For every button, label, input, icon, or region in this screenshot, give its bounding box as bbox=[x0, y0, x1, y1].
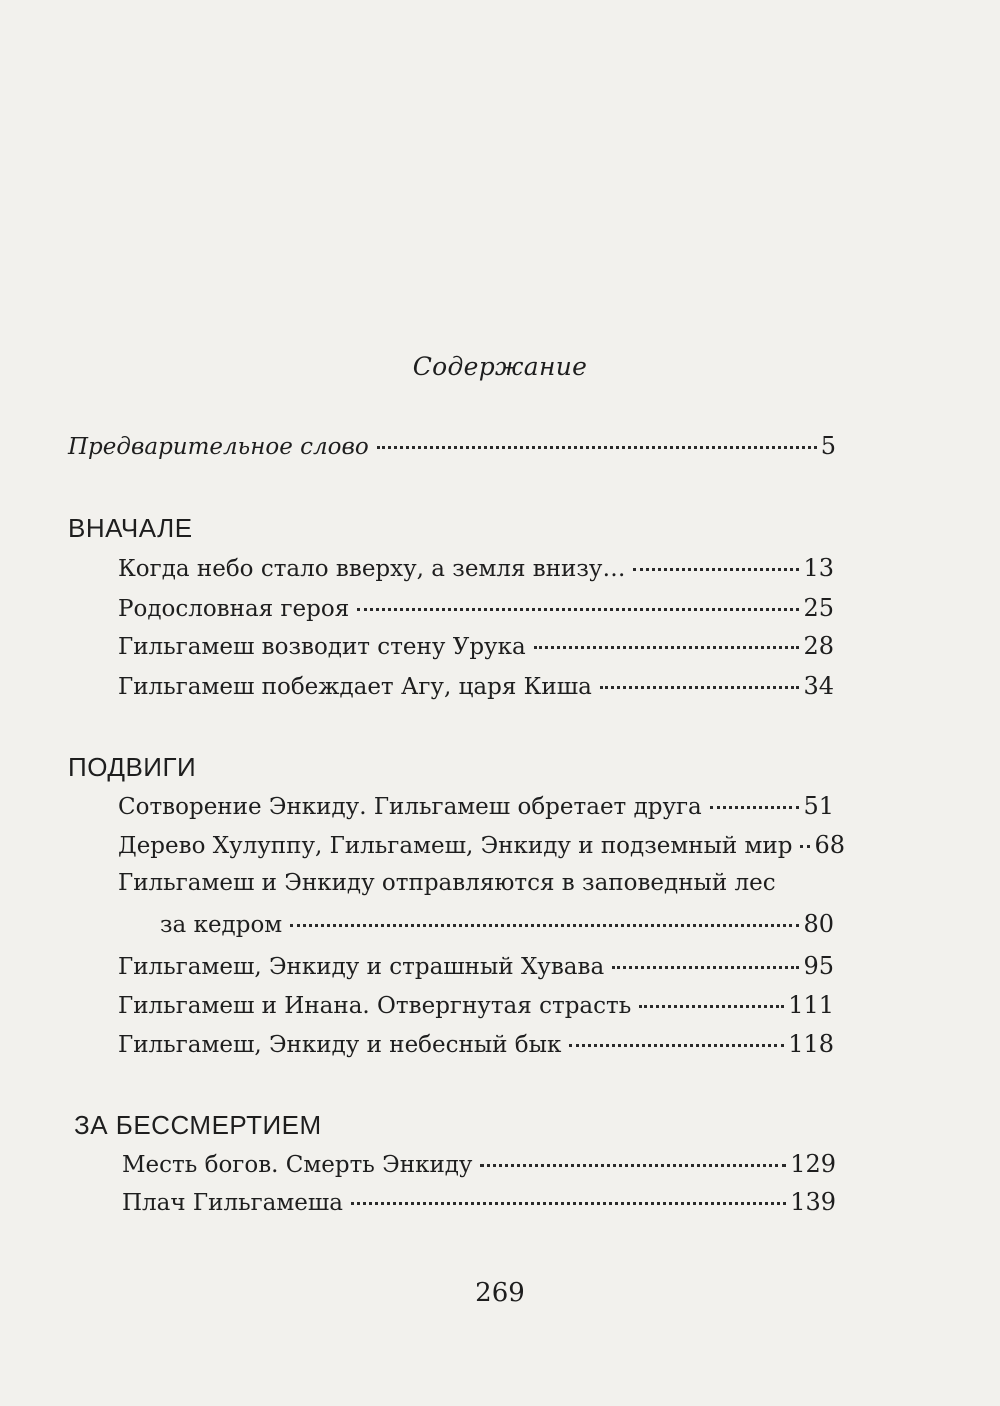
page-number: 269 bbox=[475, 1278, 525, 1308]
toc-entry-page: 118 bbox=[788, 1030, 834, 1058]
toc-entry bbox=[118, 1030, 834, 1058]
toc-entry-page: 68 bbox=[814, 831, 846, 859]
toc-entry bbox=[118, 632, 834, 660]
toc-entry-page: 95 bbox=[803, 952, 834, 980]
toc-entry-label: Гильгамеш побеждает Агу, царя Киша bbox=[118, 674, 592, 700]
leader-dots bbox=[612, 966, 799, 969]
leader-dots bbox=[569, 1044, 784, 1047]
toc-entry-page: 28 bbox=[803, 632, 834, 660]
toc-entry bbox=[122, 1188, 836, 1216]
toc-entry-label: Сотворение Энкиду. Гильгамеш обретает друга bbox=[118, 794, 702, 820]
toc-entry bbox=[118, 594, 834, 622]
toc-entry bbox=[160, 910, 834, 938]
toc-entry-page: 34 bbox=[803, 672, 834, 700]
toc-entry-page: 13 bbox=[803, 554, 834, 582]
toc-entry bbox=[118, 952, 834, 980]
toc-entry bbox=[122, 1150, 836, 1178]
leader-dots bbox=[600, 686, 800, 689]
toc-entry-preface bbox=[68, 432, 836, 460]
toc-entry-label: Гильгамеш и Энкиду отправляются в заповедный лес bbox=[118, 870, 776, 896]
leader-dots bbox=[633, 568, 799, 571]
toc-entry-label: Гильгамеш и Инана. Отвергнутая страсть bbox=[118, 993, 632, 1019]
toc-entry-label: Гильгамеш возводит стену Урука bbox=[118, 634, 526, 660]
toc-entry-label: Когда небо стало вверху, а земля внизу… bbox=[118, 556, 626, 582]
leader-dots bbox=[800, 845, 810, 848]
toc-entry-page: 139 bbox=[790, 1188, 836, 1216]
contents-title: Содержание bbox=[412, 352, 588, 381]
section-heading-za-bessmertiem: ЗА БЕССМЕРТИЕМ bbox=[74, 1110, 322, 1140]
toc-entry-label: Родословная героя bbox=[118, 596, 350, 622]
toc-entry-page: 5 bbox=[820, 432, 836, 460]
toc-entry-label: Плач Гильгамеша bbox=[122, 1190, 343, 1216]
leader-dots bbox=[377, 446, 817, 449]
toc-entry-label: Месть богов. Смерть Энкиду bbox=[122, 1152, 473, 1178]
toc-entry-page: 80 bbox=[803, 910, 834, 938]
toc-entry bbox=[118, 672, 834, 700]
section-heading-vnachale: ВНАЧАЛЕ bbox=[68, 513, 193, 543]
toc-entry-label: Дерево Хулуппу, Гильгамеш, Энкиду и подземный мир bbox=[118, 833, 793, 859]
toc-entry bbox=[118, 792, 834, 820]
leader-dots bbox=[639, 1005, 784, 1008]
leader-dots bbox=[710, 806, 800, 809]
toc-entry-label: Гильгамеш, Энкиду и небесный бык bbox=[118, 1032, 562, 1058]
toc-entry bbox=[118, 554, 834, 582]
toc-entry bbox=[118, 991, 834, 1019]
leader-dots bbox=[351, 1202, 786, 1205]
toc-entry-page: 129 bbox=[790, 1150, 836, 1178]
toc-entry-label: Предварительное слово bbox=[68, 434, 369, 460]
section-heading-podvigi: ПОДВИГИ bbox=[68, 752, 197, 782]
toc-entry-label: Гильгамеш, Энкиду и страшный Хувава bbox=[118, 954, 605, 980]
toc-entry-page: 51 bbox=[803, 792, 834, 820]
leader-dots bbox=[357, 608, 799, 611]
leader-dots bbox=[290, 924, 799, 927]
leader-dots bbox=[480, 1164, 786, 1167]
toc-entry bbox=[118, 831, 846, 859]
toc-entry-label-continued: за кедром bbox=[160, 912, 283, 938]
toc-entry-page: 25 bbox=[803, 594, 834, 622]
leader-dots bbox=[534, 646, 800, 649]
toc-entry-page: 111 bbox=[788, 991, 834, 1019]
